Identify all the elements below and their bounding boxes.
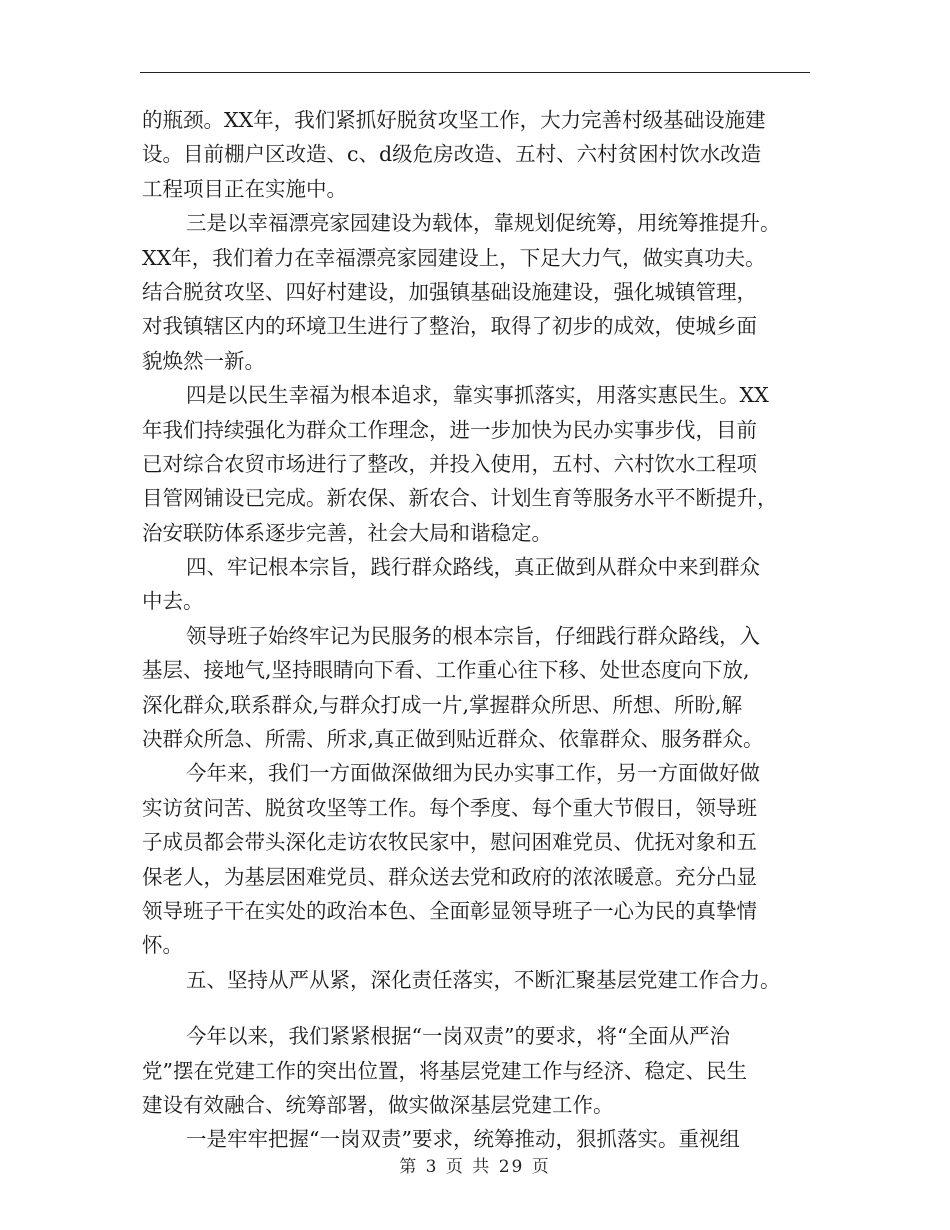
text-line: 决群众所急、所需、所求,真正做到贴近群众、依靠群众、服务群众。 bbox=[142, 727, 764, 752]
page-footer: 第 3 页 共 29 页 bbox=[399, 1157, 551, 1177]
text-line: 四、牢记根本宗旨，践行群众路线，真正做到从群众中来到群众 bbox=[186, 555, 760, 580]
text-line: 三是以幸福漂亮家园建设为载体，靠规划促统筹，用统筹推提升。 bbox=[186, 211, 781, 236]
text-line: 深化群众,联系群众,与群众打成一片,掌握群众所思、所想、所盼,解 bbox=[142, 692, 743, 717]
text-line: 中去。 bbox=[142, 589, 204, 614]
text-line: 对我镇辖区内的环境卫生进行了整治，取得了初步的成效，使城乡面 bbox=[142, 314, 757, 339]
text-line: 工程项目正在实施中。 bbox=[142, 176, 347, 201]
text-line: 年我们持续强化为群众工作理念，进一步加快为民办实事步伐，目前 bbox=[142, 417, 757, 442]
text-line: 四是以民生幸福为根本追求，靠实事抓落实，用落实惠民生。XX bbox=[186, 383, 769, 408]
text-line: 今年以来，我们紧紧根据“一岗双责”的要求，将“全面从严治 bbox=[186, 1024, 730, 1049]
text-line: 貌焕然一新。 bbox=[142, 348, 265, 373]
text-line: 怀。 bbox=[142, 933, 183, 958]
header-rule bbox=[140, 72, 810, 73]
text-line: 基层、接地气,坚持眼睛向下看、工作重心往下移、处世态度向下放, bbox=[142, 658, 750, 683]
text-line: 今年来，我们一方面做深做细为民办实事工作，另一方面做好做 bbox=[186, 761, 760, 786]
text-line: 一是牢牢把握“一岗双责”要求，统筹推动，狠抓落实。重视组 bbox=[186, 1127, 740, 1152]
document-body bbox=[142, 103, 812, 1157]
text-line: 的瓶颈。XX年，我们紧抓好脱贫攻坚工作，大力完善村级基础设施建 bbox=[142, 108, 766, 132]
text-line: 保老人，为基层困难党员、群众送去党和政府的浓浓暖意。充分凸显 bbox=[142, 864, 757, 889]
text-line: 党”摆在党建工作的突出位置，将基层党建工作与经济、稳定、民生 bbox=[142, 1058, 747, 1083]
text-line: 治安联防体系逐步完善，社会大局和谐稳定。 bbox=[142, 520, 552, 545]
text-line: XX年，我们着力在幸福漂亮家园建设上，下足大力气，做实真功夫。 bbox=[142, 245, 766, 270]
text-line: 目管网铺设已完成。新农保、新农合、计划生育等服务水平不断提升， bbox=[142, 486, 778, 511]
text-line: 子成员都会带头深化走访农牧民家中，慰问困难党员、优抚对象和五 bbox=[142, 830, 757, 855]
text-line: 领导班子始终牢记为民服务的根本宗旨，仔细践行群众路线，入 bbox=[186, 623, 760, 648]
text-line: 结合脱贫攻坚、四好村建设，加强镇基础设施建设，强化城镇管理， bbox=[142, 279, 757, 304]
text-line: 实访贫问苦、脱贫攻坚等工作。每个季度、每个重大节假日，领导班 bbox=[142, 795, 757, 820]
paragraph-gap bbox=[142, 997, 812, 1019]
text-line: 五、坚持从严从紧，深化责任落实，不断汇聚基层党建工作合力。 bbox=[186, 967, 781, 992]
text-line: 建设有效融合、统筹部署，做实做深基层党建工作。 bbox=[142, 1092, 614, 1117]
text-line: 领导班子干在实处的政治本色、全面彰显领导班子一心为民的真挚情 bbox=[142, 898, 757, 923]
text-line: 设。目前棚户区改造、c、d级危房改造、五村、六村贫困村饮水改造 bbox=[142, 142, 762, 167]
text-line: 已对综合农贸市场进行了整改，并投入使用，五村、六村饮水工程项 bbox=[142, 451, 757, 476]
